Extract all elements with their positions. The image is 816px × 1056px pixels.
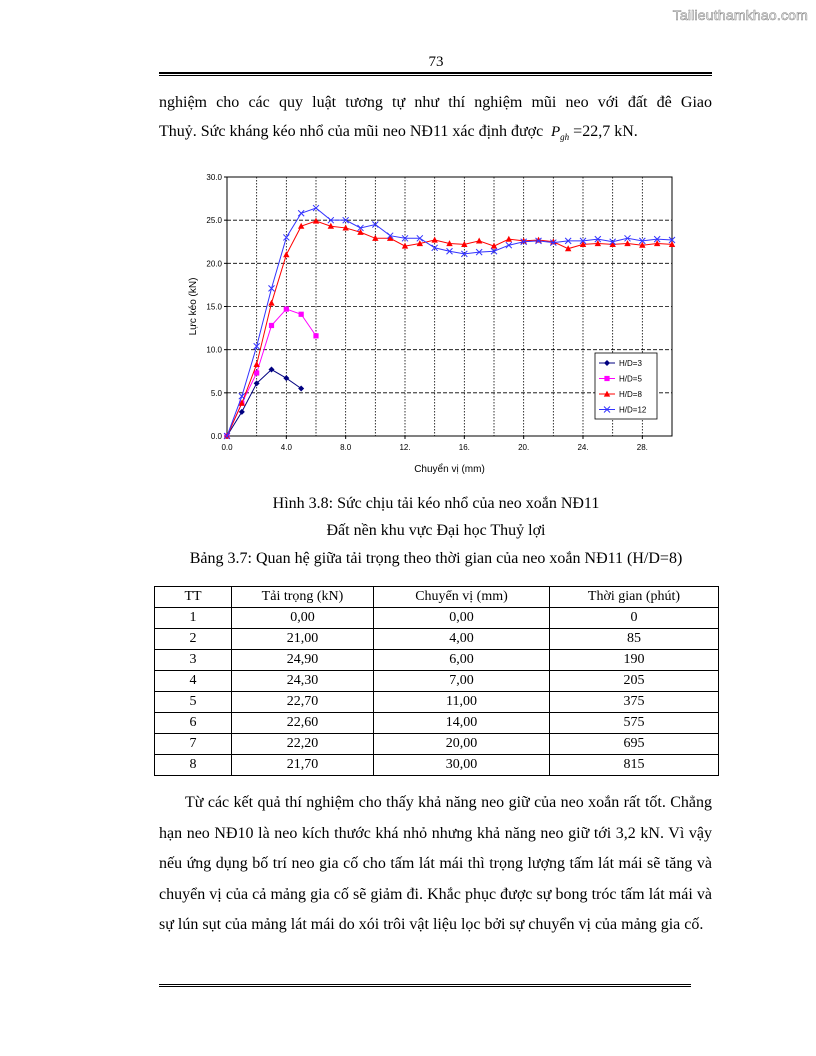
x-tick-label: 0.0 xyxy=(221,443,233,452)
y-tick-label: 0.0 xyxy=(210,432,222,441)
y-tick-label: 20.0 xyxy=(206,259,222,269)
table-cell: 24,90 xyxy=(232,650,374,671)
footer-rule xyxy=(159,984,691,987)
table-row xyxy=(155,608,719,629)
table-cell: 7 xyxy=(155,734,232,755)
table-cell: 575 xyxy=(550,713,719,734)
table-cell: 6 xyxy=(155,713,232,734)
table-cell: 0,00 xyxy=(232,608,374,629)
table-cell: 24,30 xyxy=(232,671,374,692)
figure-caption: Hình 3.8: Sức chịu tải kéo nhổ của neo xoắn NĐ11 xyxy=(272,495,600,512)
y-axis-label: Lực kéo (kN) xyxy=(188,277,199,336)
data-point xyxy=(284,306,289,311)
table-cell: 8 xyxy=(155,755,232,776)
table-cell: 4,00 xyxy=(374,629,550,650)
table-cell: 815 xyxy=(550,755,719,776)
table-cell: 21,70 xyxy=(232,755,374,776)
table-row xyxy=(155,692,719,713)
table-cell: 7,00 xyxy=(374,671,550,692)
data-point xyxy=(299,312,304,317)
formula-subscript: gh xyxy=(560,132,570,142)
paragraph-intro xyxy=(159,88,712,152)
table-cell: 190 xyxy=(550,650,719,671)
table-cell: 695 xyxy=(550,734,719,755)
x-tick-label: 28. xyxy=(636,443,648,452)
x-tick-label: 24. xyxy=(577,443,589,452)
legend-label: H/D=12 xyxy=(619,405,647,415)
x-tick-label: 4.0 xyxy=(280,443,292,452)
table-cell: 20,00 xyxy=(374,734,550,755)
header-rule xyxy=(159,72,712,76)
x-axis-label: Chuyển vị (mm) xyxy=(414,464,485,475)
table-cell: 2 xyxy=(155,629,232,650)
table-row xyxy=(155,671,719,692)
table-caption: Bảng 3.7: Quan hệ giữa tải trọng theo thời gian của neo xoắn NĐ11 (H/D=8) xyxy=(189,550,683,567)
table-cell: 5 xyxy=(155,692,232,713)
x-tick-label: 16. xyxy=(458,443,470,452)
legend-label: H/D=5 xyxy=(619,374,642,384)
legend-label: H/D=3 xyxy=(619,359,642,368)
formula-value: =22,7 kN. xyxy=(573,123,638,140)
legend-marker xyxy=(604,376,609,381)
y-tick-label: 30.0 xyxy=(206,173,222,182)
table-cell: 22,70 xyxy=(232,692,374,713)
x-tick-label: 8.0 xyxy=(340,443,352,452)
formula-symbol: P xyxy=(551,124,561,140)
paragraph-intro-line1: nghiệm cho các quy luật tương tự như thí nghiệm mũi neo với đất đê Giao xyxy=(159,94,712,111)
x-tick-label: 12. xyxy=(399,443,411,452)
table-header-tt: TT xyxy=(155,587,232,608)
watermark: Tailieuthamkhao.com xyxy=(672,7,808,23)
table-row xyxy=(155,650,719,671)
table-cell: 11,00 xyxy=(374,692,550,713)
page-number: 73 xyxy=(428,54,444,70)
table-cell: 22,60 xyxy=(232,713,374,734)
paragraph-conclusion-text: Từ các kết quả thí nghiệm cho thấy khả năng neo giữ của neo xoắn rất tốt. Chẳng hạn neo NĐ10 là neo kích thước khá nhỏ nhưng khả năng neo giữ tới 3,2 kN. Vì vậy nếu ứng dụng bố trí neo gia cố cho tấm lát mái thì trọng lượng tấm lát mái sẽ tăng và chuyển vị của cả mảng gia cố sẽ giảm đi. Khắc phục được sự bong tróc tấm lát mái và sự lún sụt của mảng lát mái do xói trôi vật liệu lọc bởi sự chuyển vị của mảng gia cố. xyxy=(159,794,712,933)
table-cell: 0,00 xyxy=(374,608,550,629)
table-header-row xyxy=(155,587,719,608)
table-row xyxy=(155,629,719,650)
table-row xyxy=(155,713,719,734)
table-header-load: Tải trọng (kN) xyxy=(232,587,374,608)
table-cell: 30,00 xyxy=(374,755,550,776)
table-cell: 21,00 xyxy=(232,629,374,650)
table-header-displacement: Chuyển vị (mm) xyxy=(374,587,550,608)
table-cell: 4 xyxy=(155,671,232,692)
data-point xyxy=(254,370,259,375)
data-point xyxy=(269,323,274,328)
table-header-time: Thời gian (phút) xyxy=(550,587,719,608)
paragraph-intro-line2: Thuỷ. Sức kháng kéo nhổ của mũi neo NĐ11 xác định được xyxy=(159,123,544,140)
table-cell: 22,20 xyxy=(232,734,374,755)
table-cell: 14,00 xyxy=(374,713,550,734)
formula-pgh xyxy=(547,124,569,140)
table-cell: 3 xyxy=(155,650,232,671)
table-row xyxy=(155,734,719,755)
table-cell: 0 xyxy=(550,608,719,629)
table-cell: 205 xyxy=(550,671,719,692)
y-tick-label: 5.0 xyxy=(210,388,222,398)
table-row xyxy=(155,755,719,776)
figure-subtitle: Đất nền khu vực Đại học Thuỷ lợi xyxy=(326,522,546,539)
y-tick-label: 15.0 xyxy=(206,302,222,312)
paragraph-conclusion xyxy=(159,788,712,941)
load-displacement-chart xyxy=(180,170,690,482)
data-point xyxy=(313,333,318,338)
table-cell: 6,00 xyxy=(374,650,550,671)
data-table xyxy=(154,586,719,776)
y-tick-label: 25.0 xyxy=(206,216,222,226)
legend-label: H/D=8 xyxy=(619,390,642,399)
y-tick-label: 10.0 xyxy=(206,345,222,355)
x-tick-label: 20. xyxy=(518,443,530,452)
table-cell: 1 xyxy=(155,608,232,629)
table-cell: 85 xyxy=(550,629,719,650)
table-cell: 375 xyxy=(550,692,719,713)
